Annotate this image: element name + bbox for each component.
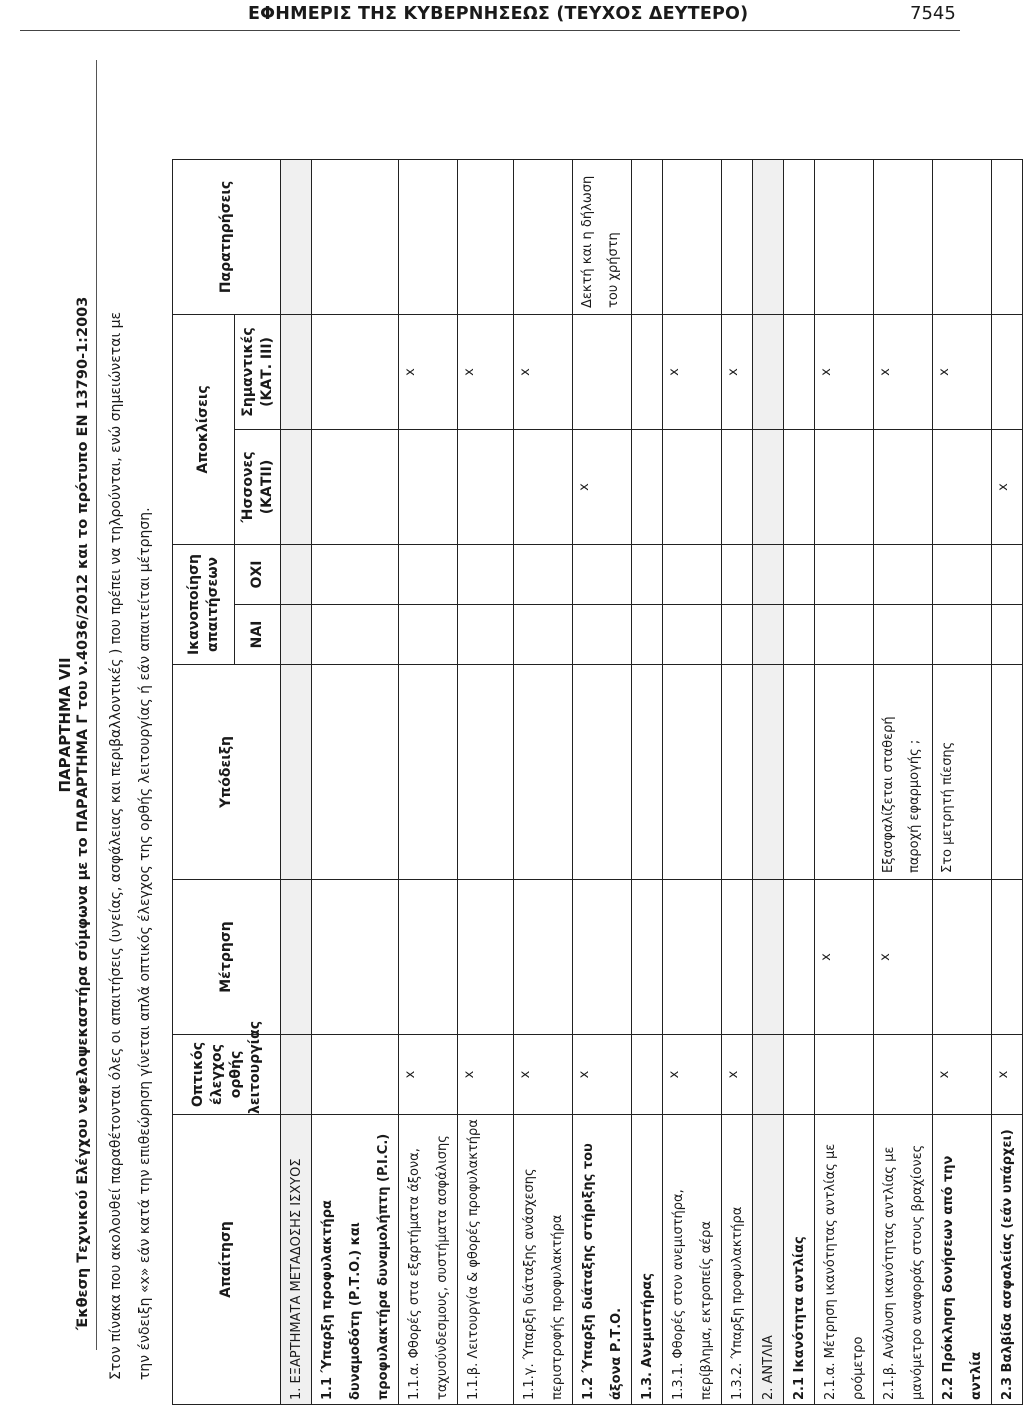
title-underline [96, 60, 97, 1350]
page-number: 7545 [910, 3, 956, 24]
no-cell [573, 544, 632, 604]
header-divider [20, 30, 960, 31]
col-remarks: Παρατηρήσεις [173, 159, 281, 314]
gazette-title: ΕΦΗΜΕΡΙΣ ΤΗΣ ΚΥΒΕΡΝΗΣΕΩΣ (ΤΕΥΧΟΣ ΔΕΥΤΕΡΟ) [248, 4, 749, 24]
rotated-page-content [50, 40, 1015, 1410]
visual-cell: x [933, 1035, 992, 1115]
intro-text-line-2: την ένδειξη «x» εάν κατά την επιθεώρηση γίνεται απλά οπτικός έλεγχος της ορθής λειτουργίας ή εάν απαιτείται μέτρηση. [137, 507, 153, 1380]
major-cell: x [663, 314, 722, 429]
yes-cell [281, 605, 312, 665]
no-cell [753, 544, 784, 604]
minor-cell [514, 429, 573, 544]
measurement-cell [784, 880, 815, 1035]
major-cell: x [399, 314, 458, 429]
measurement-cell [573, 880, 632, 1035]
requirement-cell: 2.3 Βαλβίδα ασφαλείας (εάν υπάρχει) [992, 1115, 1023, 1405]
minor-cell [784, 429, 815, 544]
yes-cell [663, 605, 722, 665]
yes-cell [992, 605, 1023, 665]
measurement-cell [722, 880, 753, 1035]
requirement-cell: 1.3.1. Φθορές στον ανεμιστήρα, περίβλημα, εκτροπείς αέρα [663, 1115, 722, 1405]
requirement-cell: 2.1 Ικανότητα αντλίας [784, 1115, 815, 1405]
visual-cell [784, 1035, 815, 1115]
indication-cell [399, 665, 458, 880]
table-row [784, 159, 815, 1404]
minor-cell [933, 429, 992, 544]
yes-cell [874, 605, 933, 665]
visual-cell [281, 1035, 312, 1115]
major-cell [312, 314, 399, 429]
table-row [632, 159, 663, 1404]
table-row [458, 159, 514, 1404]
visual-cell: x [573, 1035, 632, 1115]
table-row [312, 159, 399, 1404]
minor-cell [281, 429, 312, 544]
table-row [874, 159, 933, 1404]
major-cell: x [458, 314, 514, 429]
minor-cell [399, 429, 458, 544]
table-row [399, 159, 458, 1404]
requirement-cell: 1.3. Ανεμιστήρας [632, 1115, 663, 1405]
table-row [992, 159, 1023, 1404]
no-cell [281, 544, 312, 604]
minor-cell [815, 429, 874, 544]
major-cell: x [933, 314, 992, 429]
indication-cell [722, 665, 753, 880]
no-cell [784, 544, 815, 604]
remarks-cell [874, 159, 933, 314]
col-requirement: Απαίτηση [173, 1115, 281, 1405]
indication-cell [281, 665, 312, 880]
table-row [722, 159, 753, 1404]
requirement-cell: 1.1.β. Λειτουργία & φθορές προφυλακτήρα [458, 1115, 514, 1405]
col-visual-check: Οπτικός έλεγχος ορθής λειτουργίας [173, 1035, 281, 1115]
requirement-cell: 1. ΕΞΑΡΤΗΜΑΤΑ ΜΕΤΑΔΟΣΗΣ ΙΣΧΥΟΣ [281, 1115, 312, 1405]
indication-cell: Στο μετρητή πίεσης [933, 665, 992, 880]
major-cell [281, 314, 312, 429]
remarks-cell [992, 159, 1023, 314]
major-cell: x [815, 314, 874, 429]
major-cell [992, 314, 1023, 429]
requirement-cell: 2.2 Πρόκληση δονήσεων από την αντλία [933, 1115, 992, 1405]
major-cell [632, 314, 663, 429]
no-cell [722, 544, 753, 604]
indication-cell [992, 665, 1023, 880]
no-cell [992, 544, 1023, 604]
table-row [815, 159, 874, 1404]
indication-cell [573, 665, 632, 880]
yes-cell [753, 605, 784, 665]
remarks-cell [753, 159, 784, 314]
remarks-cell [312, 159, 399, 314]
minor-cell [312, 429, 399, 544]
table-row [281, 159, 312, 1404]
no-cell [514, 544, 573, 604]
measurement-cell [514, 880, 573, 1035]
indication-cell [312, 665, 399, 880]
yes-cell [458, 605, 514, 665]
visual-cell [874, 1035, 933, 1115]
remarks-cell [722, 159, 753, 314]
indication-cell [784, 665, 815, 880]
col-major: Σημαντικές (ΚΑΤ. ΙΙΙ) [235, 314, 281, 429]
major-cell: x [874, 314, 933, 429]
no-cell [399, 544, 458, 604]
remarks-cell [663, 159, 722, 314]
remarks-cell: Δεκτή και η δήλωση του χρήστη [573, 159, 632, 314]
visual-cell [632, 1035, 663, 1115]
measurement-cell [632, 880, 663, 1035]
visual-cell: x [992, 1035, 1023, 1115]
yes-cell [312, 605, 399, 665]
requirement-cell: 2. ΑΝΤΛΙΑ [753, 1115, 784, 1405]
requirement-cell: 1.2 Ύπαρξη διάταξης στήριξης του άξονα Ρ.Τ.Ο. [573, 1115, 632, 1405]
indication-cell: Εξασφαλίζεται σταθερή παροχή εφαρμογής ; [874, 665, 933, 880]
inspection-table [172, 159, 1023, 1405]
remarks-cell [933, 159, 992, 314]
table-row [573, 159, 632, 1404]
indication-cell [663, 665, 722, 880]
visual-cell: x [458, 1035, 514, 1115]
intro-text-line-1: Στον πίνακα που ακολουθεί παραθέτονται όλες οι απαιτήσεις (υγείας, ασφάλειας και περιβαλλοντικές ) που πρέπει να τηλρούνται, ενώ σημειώνεται με [108, 311, 124, 1380]
visual-cell: x [399, 1035, 458, 1115]
gazette-header [20, 0, 960, 26]
no-cell [458, 544, 514, 604]
requirement-cell: 1.1.γ. Ύπαρξη διάταξης ανάσχεσης περιστροφής προφυλακτήρα [514, 1115, 573, 1405]
col-minor: Ήσσονες (ΚΑΤΙΙ) [235, 429, 281, 544]
major-cell: x [514, 314, 573, 429]
indication-cell [458, 665, 514, 880]
remarks-cell [399, 159, 458, 314]
major-cell [753, 314, 784, 429]
major-cell [573, 314, 632, 429]
minor-cell [458, 429, 514, 544]
remarks-cell [784, 159, 815, 314]
yes-cell [815, 605, 874, 665]
no-cell [874, 544, 933, 604]
yes-cell [573, 605, 632, 665]
minor-cell [722, 429, 753, 544]
requirement-cell: 1.1 Ύπαρξη προφυλακτήρα δυναμοδότη (Ρ.Τ.Ο.) και προφυλακτήρα δυναμολήπτη (P.I.C.) [312, 1115, 399, 1405]
col-indication: Υπόδειξη [173, 665, 281, 880]
requirement-cell: 1.1.α. Φθορές στα εξαρτήματα άξονα, ταχυσύνδεσμους, συστήματα ασφάλισης [399, 1115, 458, 1405]
measurement-cell [992, 880, 1023, 1035]
col-no: ΟΧΙ [235, 544, 281, 604]
remarks-cell [514, 159, 573, 314]
col-compliance: Ικανοποίηση απαιτήσεων [173, 544, 235, 664]
table-row [753, 159, 784, 1404]
visual-cell: x [514, 1035, 573, 1115]
indication-cell [815, 665, 874, 880]
measurement-cell: x [874, 880, 933, 1035]
no-cell [663, 544, 722, 604]
measurement-cell [933, 880, 992, 1035]
visual-cell [312, 1035, 399, 1115]
visual-cell [815, 1035, 874, 1115]
measurement-cell [753, 880, 784, 1035]
measurement-cell [281, 880, 312, 1035]
table-row [663, 159, 722, 1404]
no-cell [312, 544, 399, 604]
remarks-cell [458, 159, 514, 314]
visual-cell: x [722, 1035, 753, 1115]
visual-cell: x [663, 1035, 722, 1115]
requirement-cell: 2.1.β. Ανάλυση ικανότητας αντλίας με μανόμετρο αναφοράς στους βραχίονες [874, 1115, 933, 1405]
table-body [281, 159, 1023, 1404]
col-yes: ΝΑΙ [235, 605, 281, 665]
yes-cell [632, 605, 663, 665]
measurement-cell [312, 880, 399, 1035]
remarks-cell [281, 159, 312, 314]
yes-cell [399, 605, 458, 665]
measurement-cell [458, 880, 514, 1035]
col-deviations: Αποκλίσεις [173, 314, 235, 544]
yes-cell [784, 605, 815, 665]
table-row [933, 159, 992, 1404]
report-title: Έκθεση Τεχνικού Ελέγχου νεφελοψεκαστήρα σύμφωνα με το ΠΑΡΑΡΤΗΜΑ Γ του ν.4036/2012 και το πρότυπο ΕΝ 13790-1:2003 [75, 296, 91, 1330]
indication-cell [753, 665, 784, 880]
no-cell [933, 544, 992, 604]
requirement-cell: 1.3.2. Ύπαρξη προφυλακτήρα [722, 1115, 753, 1405]
minor-cell: x [992, 429, 1023, 544]
major-cell: x [722, 314, 753, 429]
requirement-cell: 2.1.α. Μέτρηση ικανότητας αντλίας με ροόμετρο [815, 1115, 874, 1405]
remarks-cell [815, 159, 874, 314]
minor-cell [874, 429, 933, 544]
yes-cell [722, 605, 753, 665]
indication-cell [632, 665, 663, 880]
measurement-cell [399, 880, 458, 1035]
minor-cell [753, 429, 784, 544]
table-row [514, 159, 573, 1404]
yes-cell [514, 605, 573, 665]
no-cell [632, 544, 663, 604]
major-cell [784, 314, 815, 429]
measurement-cell [663, 880, 722, 1035]
remarks-cell [632, 159, 663, 314]
measurement-cell: x [815, 880, 874, 1035]
minor-cell [632, 429, 663, 544]
indication-cell [514, 665, 573, 880]
annex-title: ΠΑΡΑΡΤΗΜΑ VII [56, 657, 74, 793]
yes-cell [933, 605, 992, 665]
no-cell [815, 544, 874, 604]
minor-cell [663, 429, 722, 544]
col-measurement: Μέτρηση [173, 880, 281, 1035]
minor-cell: x [573, 429, 632, 544]
visual-cell [753, 1035, 784, 1115]
